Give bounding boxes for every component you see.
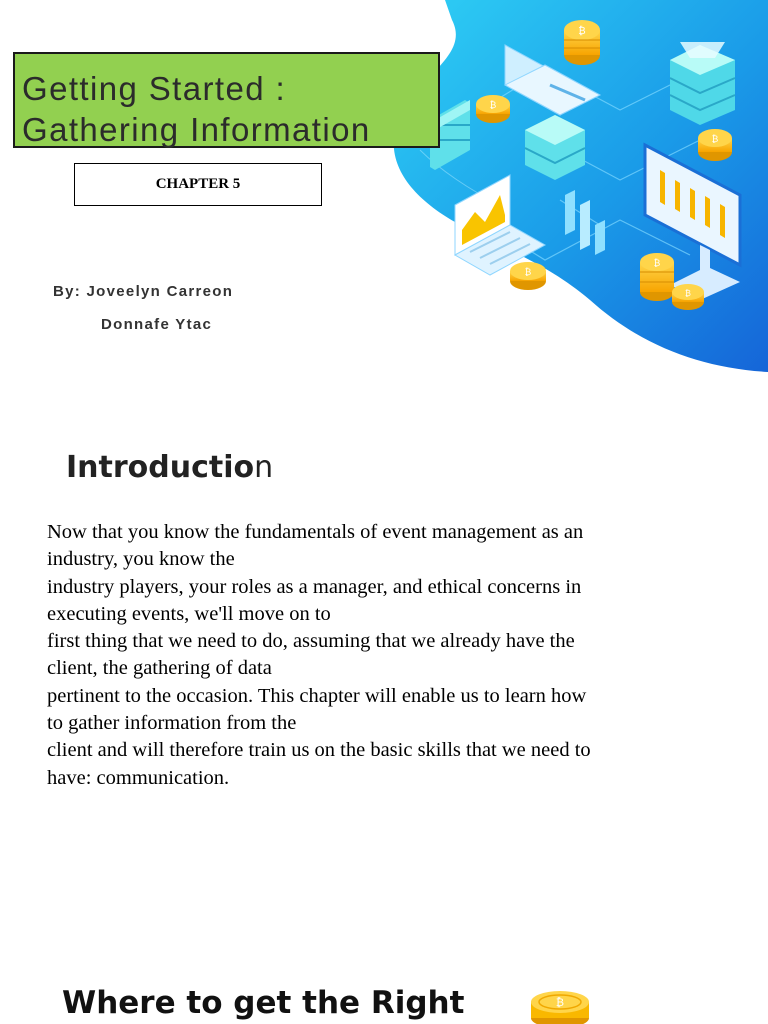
paragraph-line: industry, you know the	[47, 548, 235, 571]
title-line-1: Getting Started :	[22, 70, 287, 107]
bitcoin-coin-icon	[564, 20, 600, 65]
svg-text:₿: ₿	[578, 26, 586, 37]
chapter-label: CHAPTER 5	[74, 163, 322, 206]
introduction-paragraph	[47, 519, 657, 792]
svg-text:₿: ₿	[489, 101, 497, 111]
paragraph-line: have: communication.	[47, 766, 230, 789]
paragraph-line: executing events, we'll move on to	[47, 602, 331, 625]
bitcoin-coin-icon	[528, 984, 592, 1024]
paragraph-line: to gather information from the	[47, 712, 297, 735]
svg-text:₿: ₿	[653, 259, 661, 269]
bitcoin-coin-icon	[640, 253, 674, 301]
introduction-heading-tail: n	[254, 450, 274, 485]
svg-text:₿: ₿	[685, 289, 691, 298]
paragraph-line: first thing that we need to do, assuming that we already have the	[47, 630, 575, 653]
paragraph-line: Now that you know the fundamentals of event management as an	[47, 521, 584, 543]
introduction-heading-main: Introductio	[66, 450, 255, 485]
paragraph-line: pertinent to the occasion. This chapter will enable us to learn how	[47, 684, 587, 707]
title-banner	[13, 52, 440, 148]
author-line-1: By: Joveelyn Carreon	[53, 283, 234, 300]
svg-text:₿: ₿	[524, 268, 532, 278]
bitcoin-coin-icon	[698, 129, 732, 161]
title-line-2: Gathering Information	[22, 111, 371, 148]
paragraph-line: client, the gathering of data	[47, 657, 272, 680]
svg-text:₿: ₿	[711, 135, 719, 145]
author-line-2: Donnafe Ytac	[101, 316, 213, 333]
bitcoin-coin-icon	[672, 284, 704, 310]
svg-text:₿: ₿	[555, 996, 565, 1009]
bitcoin-coin-icon	[510, 262, 546, 290]
introduction-heading	[66, 450, 273, 485]
bitcoin-coin-icon	[476, 95, 510, 123]
next-section-heading: Where to get the Right	[62, 985, 465, 1021]
paragraph-line: industry players, your roles as a manager, and ethical concerns in	[47, 575, 582, 598]
paragraph-line: client and will therefore train us on the basic skills that we need to	[47, 739, 591, 762]
